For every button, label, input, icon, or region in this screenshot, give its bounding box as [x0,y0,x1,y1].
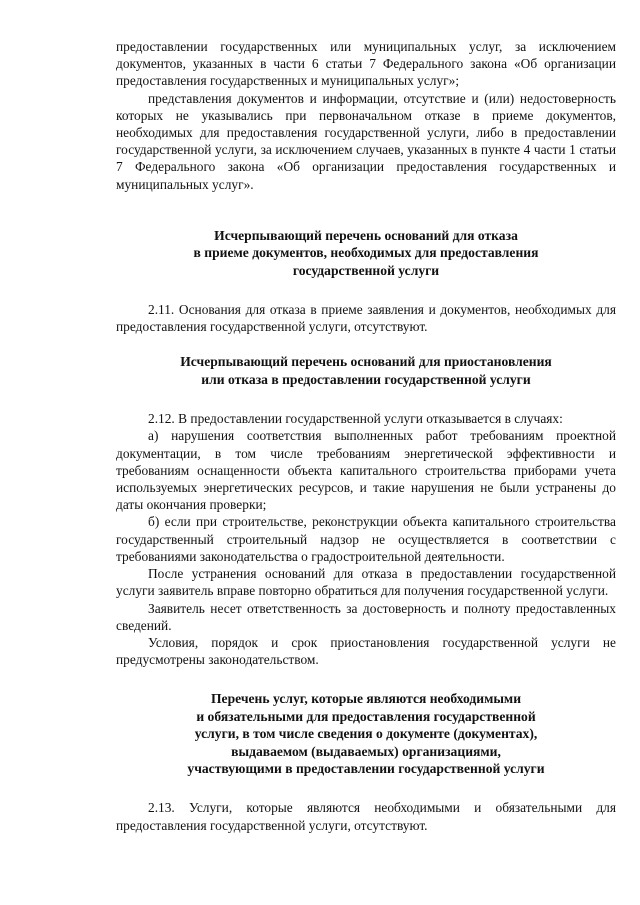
paragraph-continuation: предоставлении государственных или муниципальных услуг, за исключением документов, указанных в части 6 статьи 7 Федерального закона «Об организации предоставления государственных и муниципальных услуг»; [116,39,616,89]
heading-line: и обязательными для предоставления государственной [196,708,536,724]
paragraph-repeated-documents: представления документов и информации, отсутствие и (или) недостоверность которых не указывались при первоначальном отказе в приеме документов, необходимых для предоставления государственной услуги, либо в предоставлении государственной услуги, за исключением случаев, указанных в пункте 4 части 1 статьи 7 Федерального закона «Об организации предоставления государственных и муниципальных услуг». [116,90,616,192]
paragraph-2-12-a: а) нарушения соответствия выполненных работ требованиям проектной документации, в том числе требованиям энергетической эффективности и требованиям оснащенности объекта капитального строительства приборами учета используемых энергетических ресурсов, и такие нарушения не были устранены до даты окончания проверки; [116,428,616,513]
heading-line: услуги, в том числе сведения о документе (документах), [194,726,538,742]
section-heading-required-services [116,690,616,777]
paragraph-2-11: 2.11. Основания для отказа в приеме заявления и документов, необходимых для предоставления государственной услуги, отсутствуют. [116,302,616,335]
paragraph-2-12-b: б) если при строительстве, реконструкции объекта капитального строительства государственный строительный надзор не осуществляется в соответствии с требованиями законодательства о градостроительной деятельности. [116,514,616,564]
heading-line: участвующими в предоставлении государственной услуги [187,760,545,776]
paragraph-conditions: Условия, порядок и срок приостановления государственной услуги не предусмотрены законодательством. [116,634,616,668]
heading-line: Исчерпывающий перечень оснований для приостановления [180,354,552,370]
paragraph-2-12: 2.12. В предоставлении государственной услуги отказывается в случаях: [148,411,563,427]
heading-line: Перечень услуг, которые являются необходимыми [210,691,522,707]
heading-line: выдаваемом (выдаваемых) организациями, [231,743,501,759]
heading-line: государственной услуги [292,262,440,278]
heading-line: в приеме документов, необходимых для предоставления [193,245,539,261]
section-heading-refusal-acceptance [116,227,616,279]
paragraph-2-13: 2.13. Услуги, которые являются необходимыми и обязательными для предоставления государственной услуги, отсутствуют. [116,800,616,833]
paragraph-responsibility: Заявитель несет ответственность за достоверность и полноту предоставленных сведений. [116,600,616,633]
section-heading-suspension-refusal [116,353,616,388]
paragraph-after-elimination: После устранения оснований для отказа в предоставлении государственной услуги заявитель вправе повторно обратиться для получения государственной услуги. [116,566,616,599]
heading-line: или отказа в предоставлении государственной услуги [201,371,531,387]
heading-line: Исчерпывающий перечень оснований для отказа [214,227,518,243]
